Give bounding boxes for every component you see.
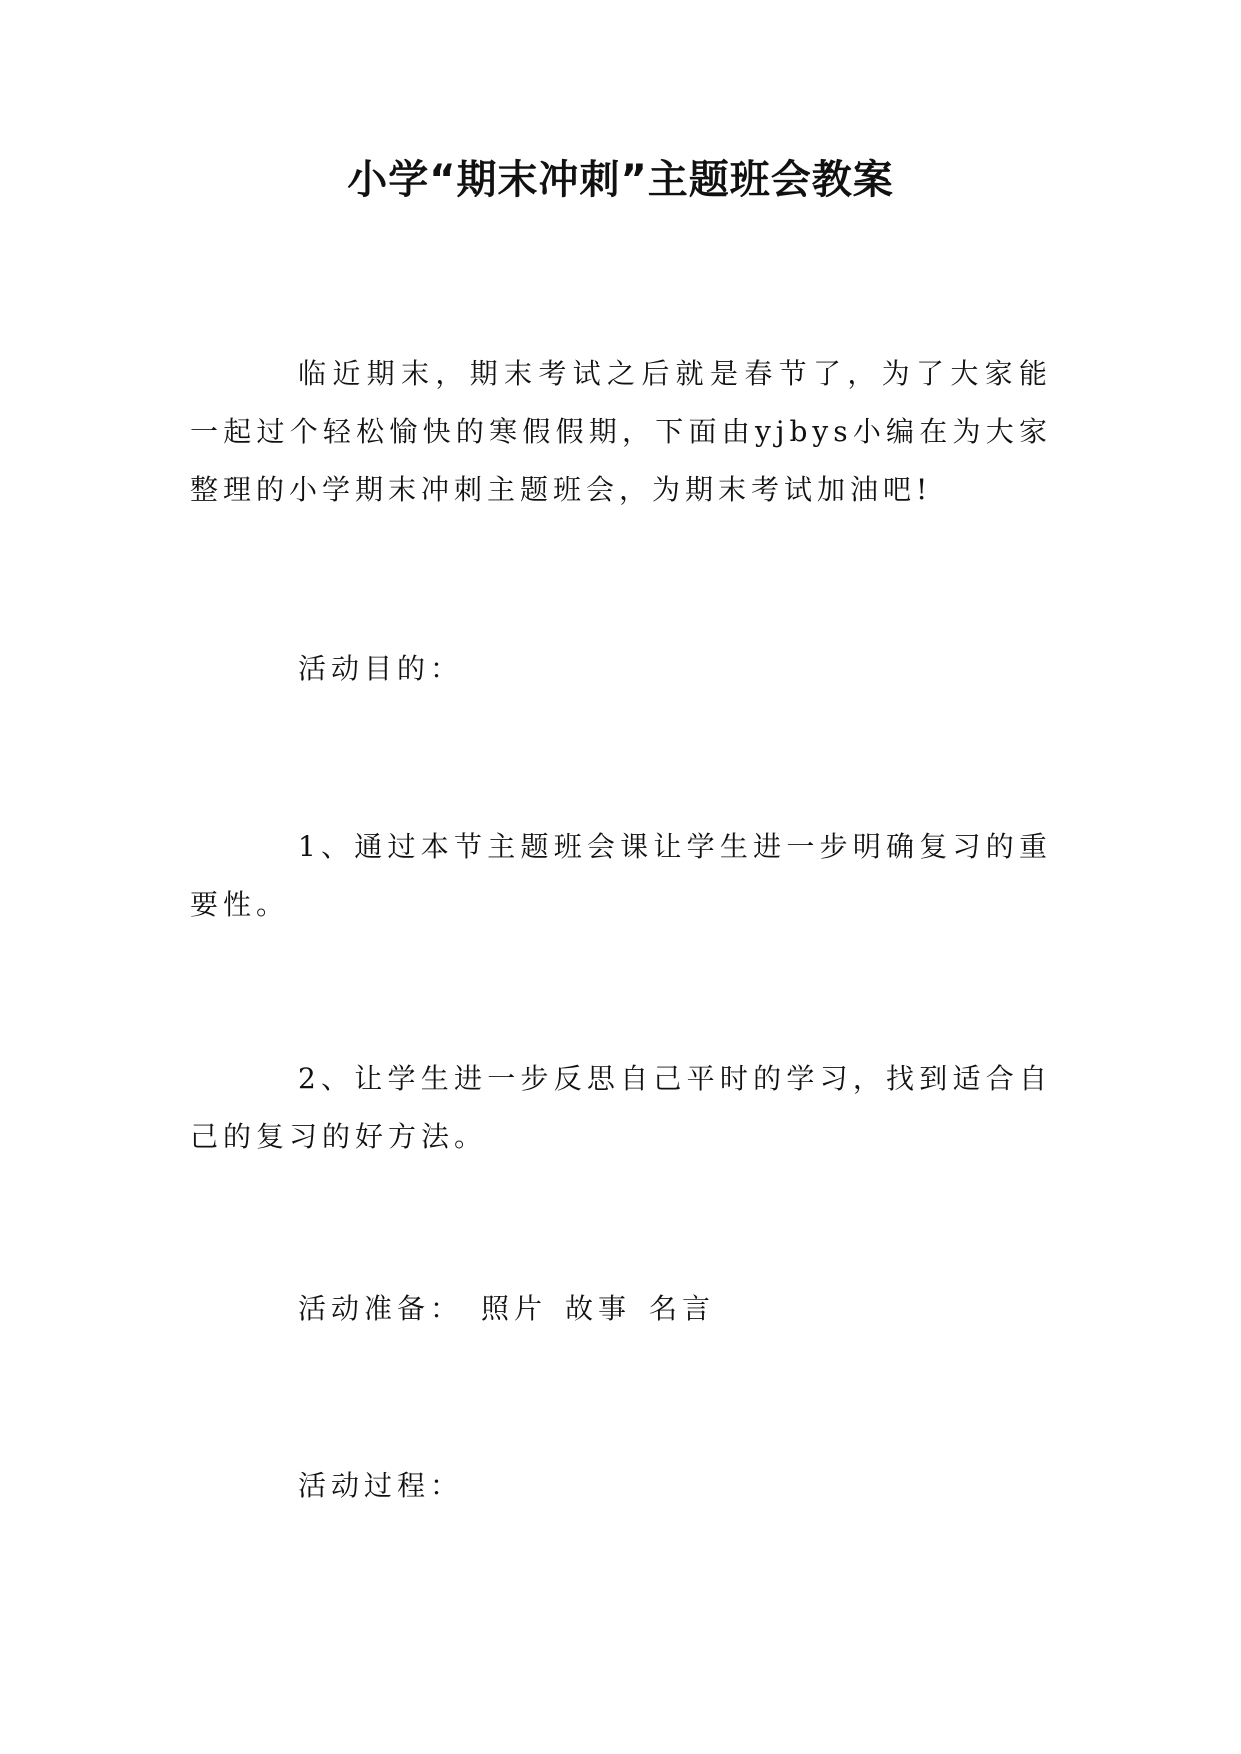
preparation-line xyxy=(190,1280,1052,1338)
preparation-item-stories: 故事 xyxy=(565,1292,632,1325)
intro-paragraph: 临近期末，期末考试之后就是春节了，为了大家能一起过个轻松愉快的寒假假期，下面由yjbys小编在为大家整理的小学期末冲刺主题班会，为期末考试加油吧! xyxy=(190,357,1052,506)
goal-item-1: 1、通过本节主题班会课让学生进一步明确复习的重要性。 xyxy=(190,830,1052,921)
preparation-item-photos: 照片 xyxy=(481,1292,548,1325)
preparation-item-quotes: 名言 xyxy=(649,1292,716,1325)
goal-heading: 活动目的： xyxy=(298,652,464,685)
preparation-label: 活动准备： xyxy=(298,1292,464,1325)
document-title: 小学“期末冲刺”主题班会教案 xyxy=(347,157,894,203)
process-heading: 活动过程： xyxy=(298,1469,464,1502)
goal-item-2: 2、让学生进一步反思自己平时的学习，找到适合自己的复习的好方法。 xyxy=(190,1062,1052,1153)
